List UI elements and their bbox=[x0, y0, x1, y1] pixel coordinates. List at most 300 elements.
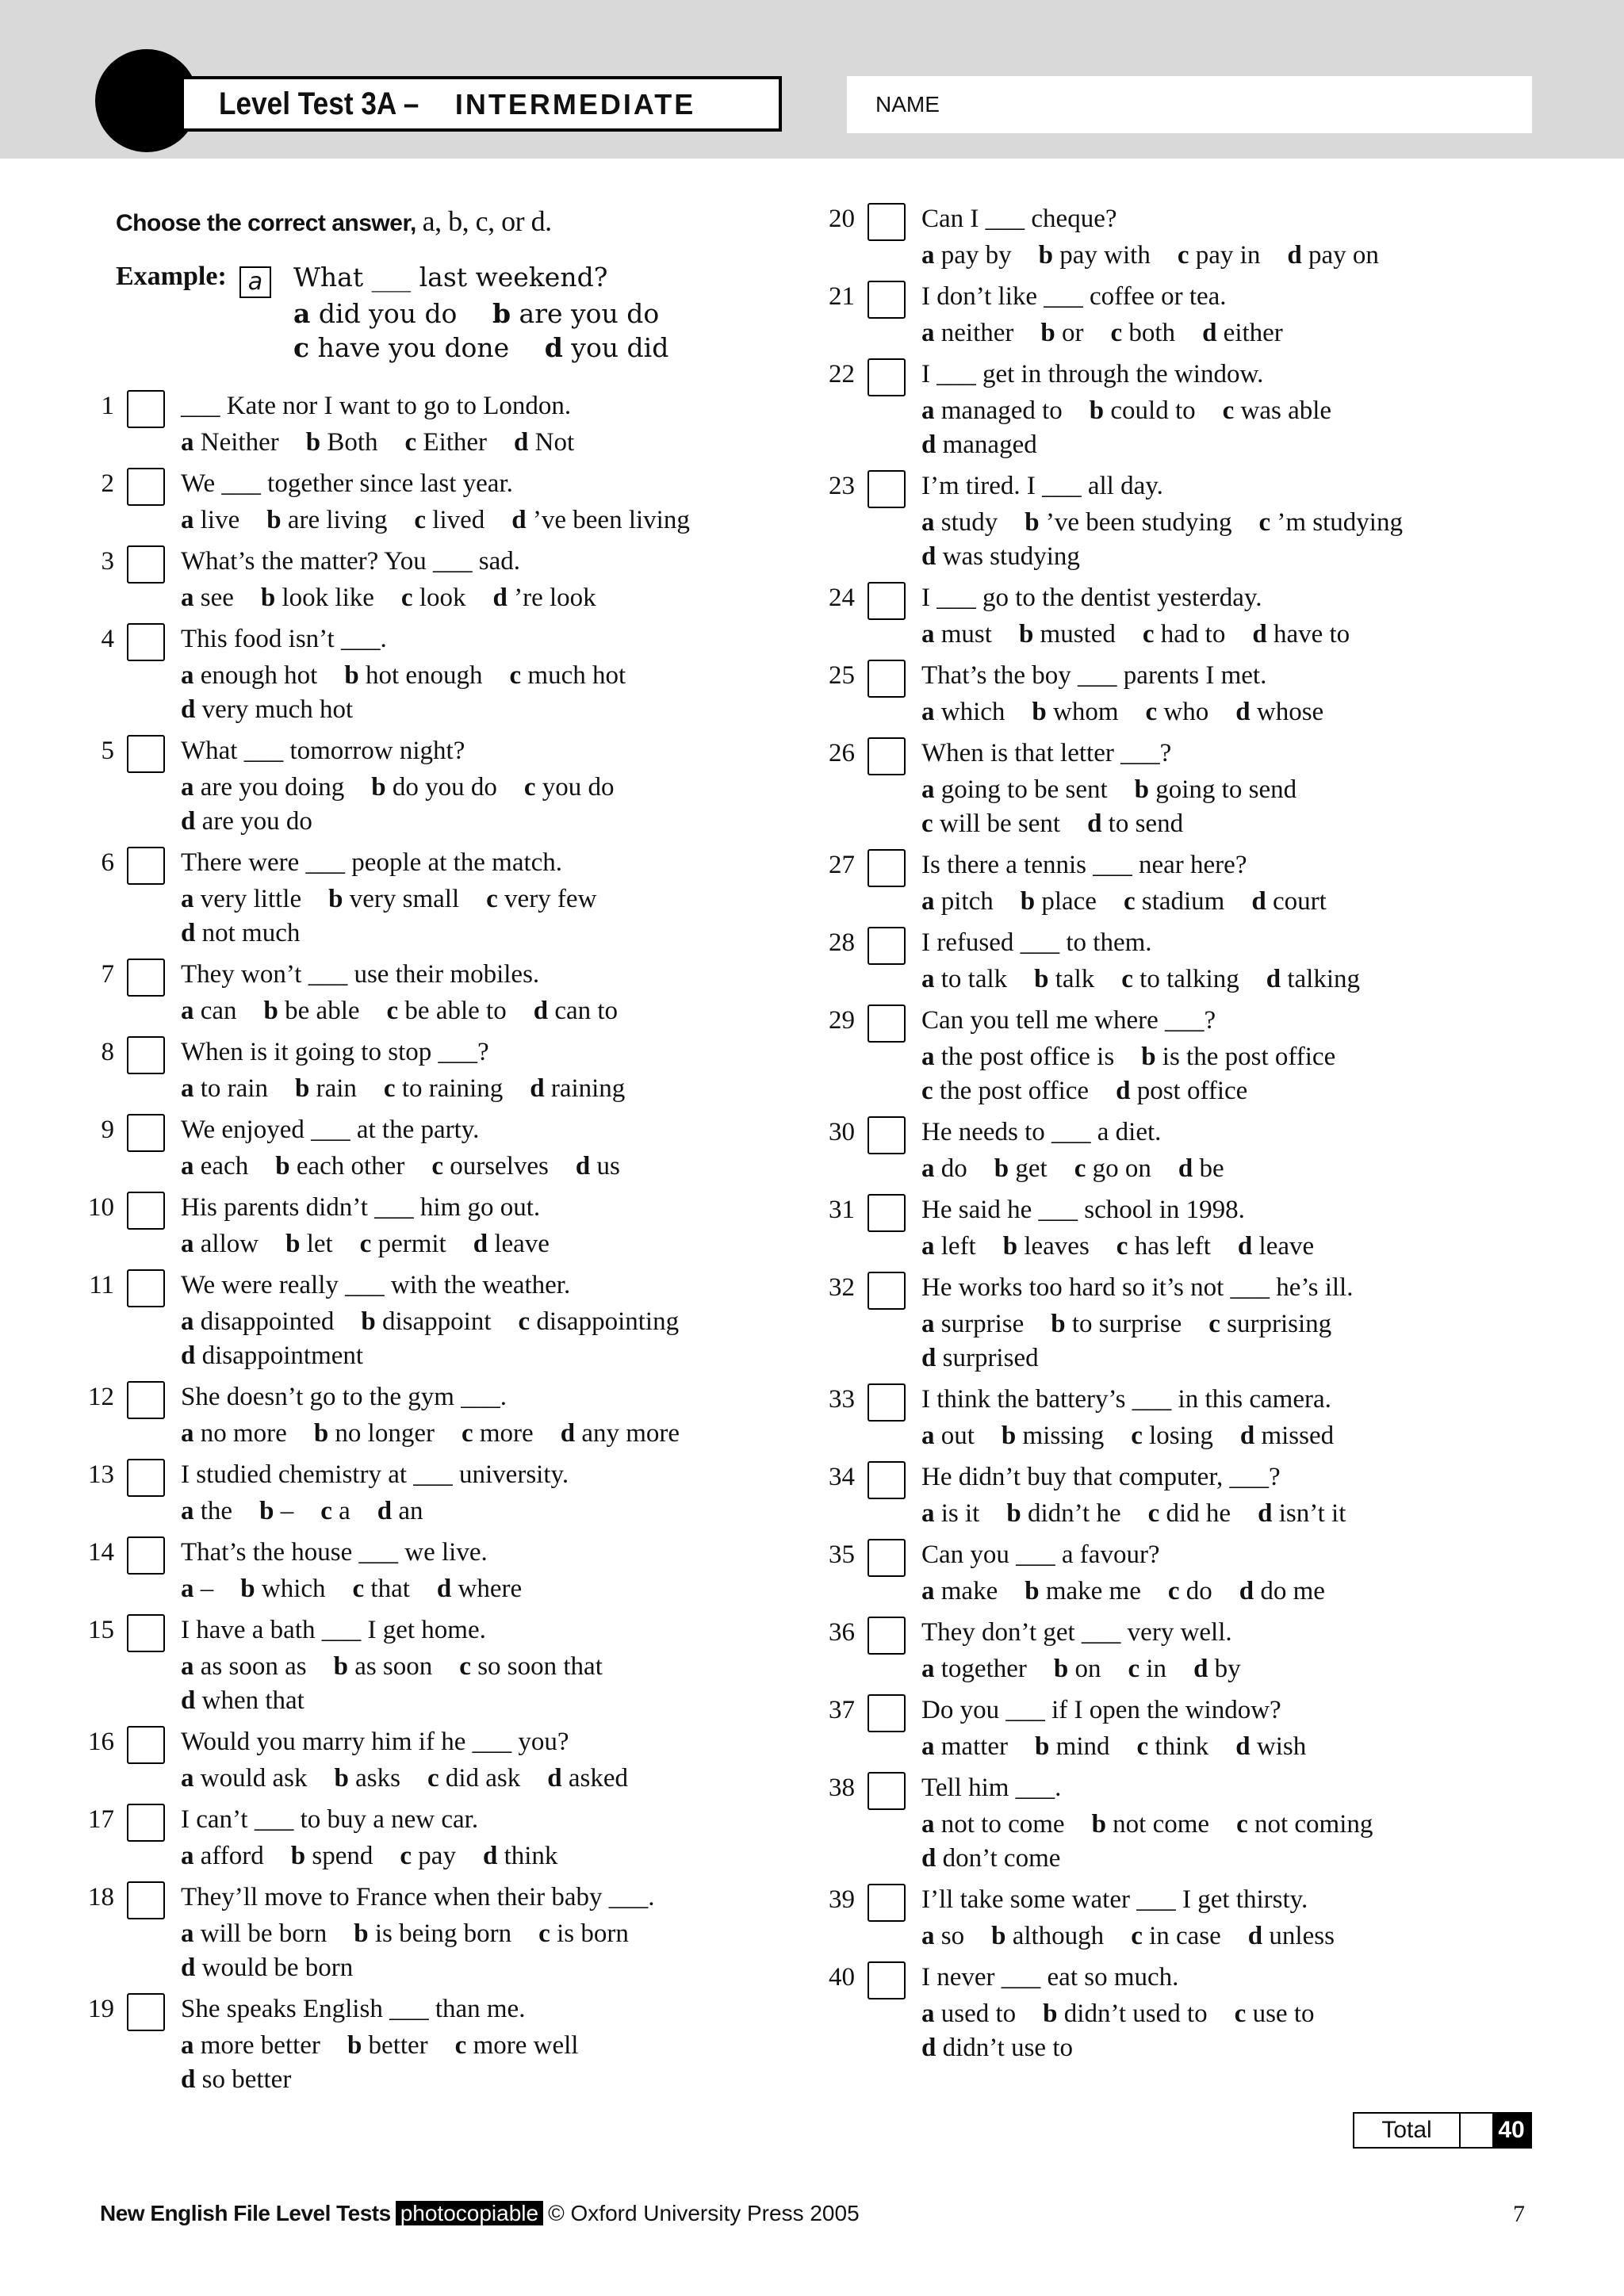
question-number: 25 bbox=[829, 661, 855, 690]
option-a: a which bbox=[921, 698, 1005, 726]
options-row bbox=[921, 1652, 1524, 1686]
answer-box[interactable] bbox=[127, 1036, 165, 1074]
options-row bbox=[181, 1494, 783, 1529]
answer-box[interactable] bbox=[127, 959, 165, 997]
answer-box[interactable] bbox=[868, 470, 906, 508]
question-number: 38 bbox=[829, 1774, 855, 1802]
example-options-row-1 bbox=[293, 297, 695, 331]
question-number: 23 bbox=[829, 472, 855, 500]
question-text: I don’t like ___ coffee or tea. bbox=[921, 282, 1227, 311]
test-title-level: Level Test 3A – bbox=[219, 86, 419, 121]
option-d: d unless bbox=[1247, 1922, 1335, 1950]
question-number: 19 bbox=[88, 1995, 114, 2023]
option-d: d leave bbox=[473, 1230, 550, 1258]
option-b: b make me bbox=[1025, 1577, 1141, 1605]
question-text: Can I ___ cheque? bbox=[921, 205, 1117, 233]
options-row bbox=[921, 1307, 1524, 1341]
option-c: c do bbox=[1167, 1577, 1212, 1605]
question-number: 33 bbox=[829, 1385, 855, 1414]
question-text: He didn’t buy that computer, ___? bbox=[921, 1463, 1281, 1491]
option-a: a – bbox=[181, 1575, 214, 1603]
option-c: c did he bbox=[1147, 1499, 1231, 1528]
options-row bbox=[181, 916, 783, 951]
option-b: b on bbox=[1053, 1655, 1101, 1683]
example-option: a did you do bbox=[293, 298, 458, 329]
options-row bbox=[181, 1839, 783, 1873]
question-text: He said he ___ school in 1998. bbox=[921, 1196, 1245, 1224]
answer-box[interactable] bbox=[127, 847, 165, 885]
option-c: c is born bbox=[538, 1919, 629, 1948]
option-c: c pay in bbox=[1177, 241, 1261, 270]
answer-options bbox=[181, 1762, 783, 1796]
option-b: b Both bbox=[305, 428, 378, 457]
option-a: a matter bbox=[921, 1732, 1009, 1761]
option-d: d didn’t use to bbox=[921, 2034, 1073, 2062]
question-text: When is it going to stop ___? bbox=[181, 1038, 489, 1066]
question-text: I’ll take some water ___ I get thirsty. bbox=[921, 1885, 1308, 1914]
answer-options bbox=[921, 962, 1524, 997]
options-row bbox=[921, 1575, 1524, 1609]
total-label: Total bbox=[1354, 2114, 1461, 2147]
instructions-letters: a, b, c, or d. bbox=[422, 205, 552, 237]
options-row bbox=[921, 1341, 1524, 1376]
option-b: b whom bbox=[1032, 698, 1119, 726]
answer-box[interactable] bbox=[868, 1539, 906, 1577]
option-c: c to raining bbox=[383, 1074, 504, 1103]
option-c: c more well bbox=[454, 2031, 579, 2060]
answer-box[interactable] bbox=[868, 1961, 906, 1999]
answer-options bbox=[181, 1417, 783, 1451]
answer-box[interactable] bbox=[868, 1461, 906, 1499]
answer-box[interactable] bbox=[868, 281, 906, 319]
answer-box[interactable] bbox=[127, 735, 165, 773]
option-c: c pay bbox=[400, 1842, 456, 1870]
answer-box[interactable] bbox=[868, 1004, 906, 1043]
option-b: b didn’t he bbox=[1006, 1499, 1121, 1528]
instructions bbox=[116, 205, 552, 238]
options-row bbox=[921, 1808, 1524, 1842]
options-row bbox=[921, 1497, 1524, 1531]
example-option: d you did bbox=[544, 332, 669, 363]
question-text: I ___ get in through the window. bbox=[921, 360, 1264, 388]
answer-options bbox=[181, 1917, 783, 1985]
option-c: c Either bbox=[404, 428, 488, 457]
answer-box[interactable] bbox=[868, 1383, 906, 1422]
option-d: d when that bbox=[181, 1686, 304, 1715]
option-b: b pay with bbox=[1038, 241, 1151, 270]
question-text: We were really ___ with the weather. bbox=[181, 1271, 571, 1299]
option-b: b going to send bbox=[1134, 775, 1297, 804]
answer-options bbox=[181, 659, 783, 727]
option-a: a enough hot bbox=[181, 661, 318, 690]
example-option: b are you do bbox=[492, 298, 660, 329]
question-number: 22 bbox=[829, 360, 855, 388]
option-c: c will be sent bbox=[921, 809, 1061, 838]
options-row bbox=[921, 428, 1524, 462]
question-text: There were ___ people at the match. bbox=[181, 848, 563, 877]
option-d: d don’t come bbox=[921, 1844, 1061, 1873]
question-number: 7 bbox=[101, 960, 114, 989]
page-number: 7 bbox=[1513, 2201, 1525, 2227]
answer-options bbox=[921, 1230, 1524, 1264]
question-number: 40 bbox=[829, 1963, 855, 1992]
question-text: I’m tired. I ___ all day. bbox=[921, 472, 1163, 500]
question-text: Do you ___ if I open the window? bbox=[921, 1696, 1281, 1724]
option-d: d ’ve been living bbox=[511, 506, 690, 534]
answer-options bbox=[921, 316, 1524, 350]
answer-options bbox=[181, 503, 783, 538]
answer-box[interactable] bbox=[127, 1881, 165, 1919]
answer-box[interactable] bbox=[868, 358, 906, 396]
option-a: a going to be sent bbox=[921, 775, 1108, 804]
option-b: b look like bbox=[260, 584, 374, 612]
options-row bbox=[181, 2029, 783, 2063]
answer-options bbox=[921, 1419, 1524, 1453]
option-b: b – bbox=[259, 1497, 294, 1525]
options-row bbox=[181, 882, 783, 916]
option-a: a pitch bbox=[921, 887, 994, 916]
answer-box[interactable] bbox=[127, 623, 165, 661]
question-number: 26 bbox=[829, 739, 855, 767]
option-a: a can bbox=[181, 997, 237, 1025]
options-row bbox=[921, 1152, 1524, 1186]
option-c: c very few bbox=[486, 885, 597, 913]
question-text: We ___ together since last year. bbox=[181, 469, 513, 498]
answer-box[interactable] bbox=[127, 545, 165, 584]
question-text: They don’t get ___ very well. bbox=[921, 1618, 1232, 1647]
answer-box[interactable] bbox=[868, 927, 906, 965]
options-row bbox=[181, 1227, 783, 1261]
option-b: b musted bbox=[1018, 620, 1116, 649]
answer-box[interactable] bbox=[127, 1269, 165, 1307]
answer-options bbox=[921, 506, 1524, 574]
option-a: a no more bbox=[181, 1419, 287, 1448]
answer-box[interactable] bbox=[868, 1194, 906, 1232]
question-number: 20 bbox=[829, 205, 855, 233]
name-label: NAME bbox=[875, 92, 940, 117]
question-text: She speaks English ___ than me. bbox=[181, 1995, 526, 2023]
question-number: 8 bbox=[101, 1038, 114, 1066]
options-row bbox=[181, 1305, 783, 1339]
option-d: d asked bbox=[547, 1764, 629, 1793]
answer-box[interactable] bbox=[127, 1192, 165, 1230]
option-b: b mind bbox=[1035, 1732, 1110, 1761]
options-row bbox=[181, 1762, 783, 1796]
answer-box[interactable] bbox=[868, 203, 906, 241]
answer-options bbox=[921, 1307, 1524, 1376]
answer-box[interactable] bbox=[127, 1993, 165, 2031]
answer-box[interactable] bbox=[868, 1772, 906, 1810]
option-c: c surprising bbox=[1208, 1310, 1332, 1338]
question-number: 39 bbox=[829, 1885, 855, 1914]
option-c: c ’m studying bbox=[1258, 508, 1403, 537]
question-number: 28 bbox=[829, 928, 855, 957]
option-c: c ourselves bbox=[431, 1152, 549, 1181]
question-number: 35 bbox=[829, 1540, 855, 1569]
option-b: b as soon bbox=[333, 1652, 433, 1681]
question-number: 5 bbox=[101, 737, 114, 765]
option-b: b didn’t used to bbox=[1043, 1999, 1208, 2028]
options-row bbox=[181, 1572, 783, 1606]
option-b: b could to bbox=[1089, 396, 1196, 425]
question-number: 15 bbox=[88, 1616, 114, 1644]
answer-options bbox=[921, 773, 1524, 841]
answer-options bbox=[921, 695, 1524, 729]
option-d: d whose bbox=[1235, 698, 1324, 726]
option-a: a study bbox=[921, 508, 998, 537]
option-a: a more better bbox=[181, 2031, 320, 2060]
answer-options bbox=[181, 882, 783, 951]
options-row bbox=[181, 426, 783, 460]
question-number: 18 bbox=[88, 1883, 114, 1911]
question-number: 31 bbox=[829, 1196, 855, 1224]
option-d: d not much bbox=[181, 919, 301, 947]
answer-box[interactable] bbox=[868, 849, 906, 887]
option-b: b is the post office bbox=[1141, 1043, 1336, 1071]
question-text: I have a bath ___ I get home. bbox=[181, 1616, 486, 1644]
option-b: b let bbox=[285, 1230, 333, 1258]
answer-box[interactable] bbox=[127, 1726, 165, 1764]
answer-options bbox=[181, 994, 783, 1028]
option-c: c permit bbox=[359, 1230, 446, 1258]
options-row bbox=[181, 1650, 783, 1684]
option-d: d are you do bbox=[181, 807, 312, 836]
answer-box[interactable] bbox=[868, 1884, 906, 1922]
option-a: a are you doing bbox=[181, 773, 345, 802]
question-text: ___ Kate nor I want to go to London. bbox=[181, 392, 572, 420]
options-row bbox=[921, 1074, 1524, 1108]
answer-options bbox=[921, 394, 1524, 462]
answer-box[interactable] bbox=[127, 1536, 165, 1575]
option-a: a very little bbox=[181, 885, 302, 913]
option-d: d wish bbox=[1235, 1732, 1307, 1761]
options-row bbox=[181, 1684, 783, 1718]
answer-options bbox=[921, 618, 1524, 652]
answer-box[interactable] bbox=[868, 582, 906, 620]
option-a: a live bbox=[181, 506, 240, 534]
option-d: d so better bbox=[181, 2065, 292, 2094]
options-row bbox=[921, 1419, 1524, 1453]
options-row bbox=[181, 1951, 783, 1985]
option-d: d very much hot bbox=[181, 695, 354, 724]
total-score-field[interactable] bbox=[1461, 2114, 1494, 2147]
question-text: Would you marry him if he ___ you? bbox=[181, 1728, 569, 1756]
question-number: 36 bbox=[829, 1618, 855, 1647]
option-c: c in bbox=[1128, 1655, 1167, 1683]
example-option: c have you done bbox=[293, 332, 510, 363]
option-c: c go on bbox=[1074, 1154, 1151, 1183]
answer-box[interactable] bbox=[127, 468, 165, 506]
answer-options bbox=[921, 239, 1524, 273]
option-d: d think bbox=[482, 1842, 558, 1870]
answer-box[interactable] bbox=[127, 1459, 165, 1497]
option-d: d be bbox=[1178, 1154, 1224, 1183]
option-d: d leave bbox=[1237, 1232, 1315, 1261]
answer-options bbox=[921, 1730, 1524, 1764]
answer-options bbox=[181, 1650, 783, 1718]
option-c: c think bbox=[1136, 1732, 1209, 1761]
answer-box[interactable] bbox=[868, 660, 906, 698]
option-a: a the bbox=[181, 1497, 233, 1525]
option-a: a not to come bbox=[921, 1810, 1065, 1839]
option-d: d managed bbox=[921, 430, 1037, 459]
option-d: d raining bbox=[530, 1074, 626, 1103]
option-b: b ’ve been studying bbox=[1025, 508, 1232, 537]
option-a: a Neither bbox=[181, 428, 279, 457]
answer-options bbox=[921, 1997, 1524, 2065]
option-a: a disappointed bbox=[181, 1307, 335, 1336]
option-a: a together bbox=[921, 1655, 1027, 1683]
options-row bbox=[921, 1919, 1524, 1954]
answer-box[interactable] bbox=[868, 1116, 906, 1154]
option-c: c stadium bbox=[1123, 887, 1225, 916]
answer-options bbox=[181, 1150, 783, 1184]
option-d: d court bbox=[1251, 887, 1327, 916]
option-a: a to rain bbox=[181, 1074, 268, 1103]
option-b: b although bbox=[991, 1922, 1105, 1950]
example-answer-box: a bbox=[239, 266, 271, 298]
options-row bbox=[181, 693, 783, 727]
answer-box[interactable] bbox=[868, 737, 906, 775]
question-text: When is that letter ___? bbox=[921, 739, 1172, 767]
option-b: b disappoint bbox=[361, 1307, 492, 1336]
option-c: c the post office bbox=[921, 1077, 1090, 1105]
option-c: c was able bbox=[1222, 396, 1332, 425]
option-c: c not coming bbox=[1236, 1810, 1373, 1839]
option-b: b get bbox=[994, 1154, 1048, 1183]
option-d: d post office bbox=[1116, 1077, 1248, 1105]
question-number: 17 bbox=[88, 1805, 114, 1834]
question-number: 6 bbox=[101, 848, 114, 877]
option-d: d where bbox=[436, 1575, 523, 1603]
answer-box[interactable] bbox=[127, 1381, 165, 1419]
answer-box[interactable] bbox=[868, 1617, 906, 1655]
option-a: a surprise bbox=[921, 1310, 1025, 1338]
question-text: Tell him ___. bbox=[921, 1774, 1062, 1802]
option-b: b not come bbox=[1091, 1810, 1210, 1839]
option-a: a would ask bbox=[181, 1764, 308, 1793]
answer-box[interactable] bbox=[868, 1694, 906, 1732]
option-c: c who bbox=[1145, 698, 1209, 726]
example-question-text: What ___ last weekend? bbox=[293, 262, 608, 293]
question-number: 34 bbox=[829, 1463, 855, 1491]
footer-brand: New English File Level Tests bbox=[100, 2201, 391, 2225]
option-d: d us bbox=[575, 1152, 620, 1181]
question-number: 24 bbox=[829, 584, 855, 612]
options-row bbox=[181, 1150, 783, 1184]
answer-box[interactable] bbox=[868, 1272, 906, 1310]
answer-options bbox=[921, 1497, 1524, 1531]
option-a: a do bbox=[921, 1154, 967, 1183]
question-text: That’s the boy ___ parents I met. bbox=[921, 661, 1267, 690]
options-row bbox=[921, 1842, 1524, 1876]
answer-box[interactable] bbox=[127, 1114, 165, 1152]
option-c: c look bbox=[400, 584, 466, 612]
question-text: I refused ___ to them. bbox=[921, 928, 1152, 957]
option-a: a will be born bbox=[181, 1919, 327, 1948]
question-number: 16 bbox=[88, 1728, 114, 1756]
option-b: b asks bbox=[334, 1764, 400, 1793]
options-row bbox=[921, 1730, 1524, 1764]
option-a: a used to bbox=[921, 1999, 1017, 2028]
option-b: b which bbox=[240, 1575, 326, 1603]
option-b: b do you do bbox=[371, 773, 497, 802]
name-field[interactable] bbox=[847, 76, 1532, 133]
options-row bbox=[921, 885, 1524, 919]
option-c: c to talking bbox=[1121, 965, 1239, 993]
option-b: b each other bbox=[275, 1152, 405, 1181]
answer-options bbox=[181, 2029, 783, 2097]
option-d: d was studying bbox=[921, 542, 1080, 571]
answer-options bbox=[921, 1040, 1524, 1108]
option-c: c much hot bbox=[509, 661, 626, 690]
answer-options bbox=[181, 771, 783, 839]
options-row bbox=[921, 1230, 1524, 1264]
answer-options bbox=[181, 1572, 783, 1606]
question-text: I ___ go to the dentist yesterday. bbox=[921, 584, 1262, 612]
option-a: a allow bbox=[181, 1230, 259, 1258]
option-b: b leaves bbox=[1002, 1232, 1090, 1261]
options-row bbox=[921, 773, 1524, 807]
question-text: What’s the matter? You ___ sad. bbox=[181, 547, 521, 576]
option-c: c both bbox=[1110, 319, 1176, 347]
option-a: a the post office is bbox=[921, 1043, 1115, 1071]
question-number: 27 bbox=[829, 851, 855, 879]
test-title bbox=[181, 76, 782, 132]
option-a: a see bbox=[181, 584, 234, 612]
question-number: 29 bbox=[829, 1006, 855, 1035]
options-row bbox=[181, 1917, 783, 1951]
example-options-row-2 bbox=[293, 331, 695, 365]
options-row bbox=[181, 771, 783, 805]
question-number: 10 bbox=[88, 1193, 114, 1222]
option-a: a is it bbox=[921, 1499, 980, 1528]
question-number: 1 bbox=[101, 392, 114, 420]
option-c: c has left bbox=[1116, 1232, 1211, 1261]
question-text: Can you ___ a favour? bbox=[921, 1540, 1160, 1569]
option-d: d missed bbox=[1239, 1422, 1335, 1450]
option-b: b to surprise bbox=[1051, 1310, 1182, 1338]
option-d: d any more bbox=[560, 1419, 680, 1448]
option-c: c more bbox=[461, 1419, 534, 1448]
option-c: c use to bbox=[1234, 1999, 1315, 2028]
option-b: b talk bbox=[1034, 965, 1095, 993]
total-max-score: 40 bbox=[1492, 2114, 1530, 2147]
option-b: b be able bbox=[263, 997, 360, 1025]
answer-options bbox=[181, 1494, 783, 1529]
option-a: a left bbox=[921, 1232, 976, 1261]
option-b: b very small bbox=[328, 885, 460, 913]
option-d: d Not bbox=[514, 428, 575, 457]
option-b: b are living bbox=[266, 506, 388, 534]
answer-box[interactable] bbox=[127, 1804, 165, 1842]
options-row bbox=[921, 540, 1524, 574]
answer-box[interactable] bbox=[127, 1614, 165, 1652]
option-b: b hot enough bbox=[344, 661, 483, 690]
option-b: b rain bbox=[294, 1074, 357, 1103]
option-a: a out bbox=[921, 1422, 975, 1450]
answer-box[interactable] bbox=[127, 390, 165, 428]
option-a: a afford bbox=[181, 1842, 264, 1870]
option-d: d can to bbox=[533, 997, 619, 1025]
option-d: d would be born bbox=[181, 1954, 354, 1982]
example-label: Example: bbox=[116, 262, 227, 291]
option-a: a so bbox=[921, 1922, 965, 1950]
option-b: b no longer bbox=[313, 1419, 435, 1448]
options-row bbox=[921, 1040, 1524, 1074]
footer bbox=[100, 2201, 860, 2226]
option-d: d surprised bbox=[921, 1344, 1039, 1372]
